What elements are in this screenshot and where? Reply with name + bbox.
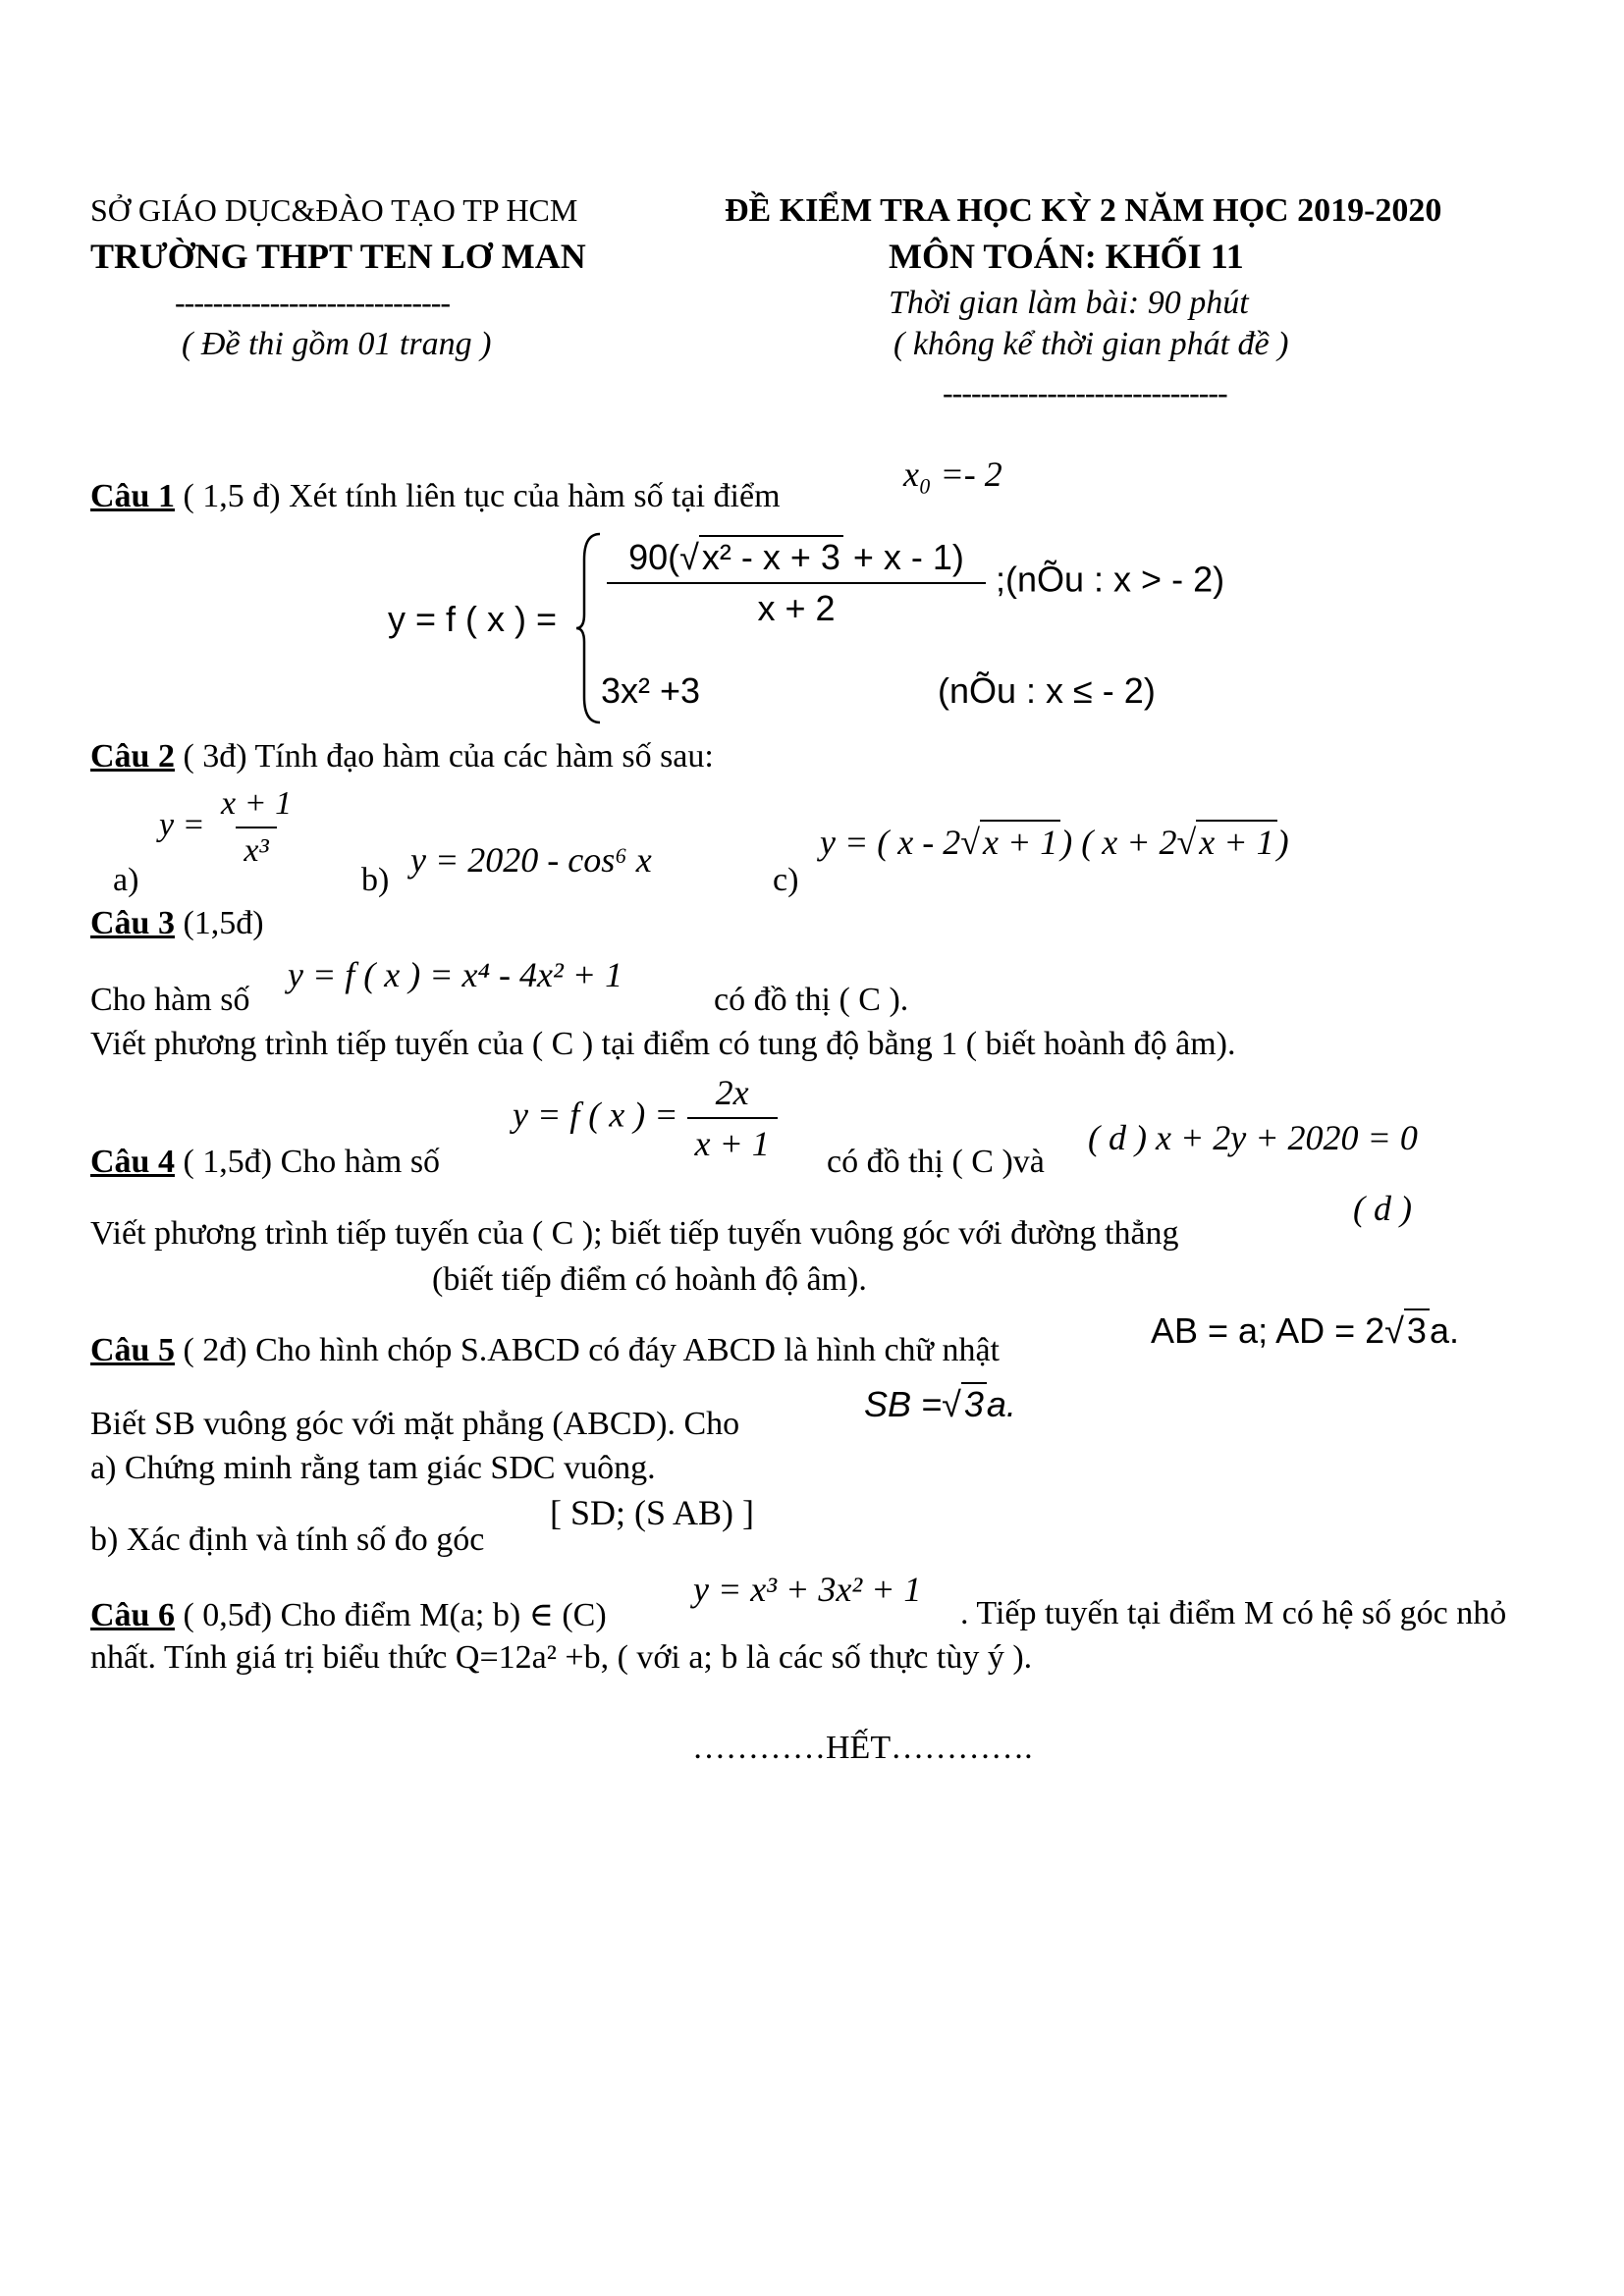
question-6-task: nhất. Tính giá trị biểu thức Q=12a² +b, ( với a; b là các số thực tùy ý ). xyxy=(90,1639,1033,1676)
question-5-dimensions: AB = a; AD = 2√3a. xyxy=(1151,1310,1459,1351)
question-3-graph-note: có đồ thị ( C ). xyxy=(714,982,909,1018)
question-1-prompt: ( 1,5 đ) Xét tính liên tục của hàm số tại điểm xyxy=(174,478,781,514)
question-4-line-equation: ( d ) x + 2y + 2020 = 0 xyxy=(1088,1118,1418,1157)
case-1-radical: x² - x + 3 xyxy=(699,535,843,578)
page-count-note: ( Đề thi gồm 01 trang ) xyxy=(182,326,492,362)
question-5-condition: Biết SB vuông góc với mặt phẳng (ABCD). Cho xyxy=(90,1406,740,1442)
piecewise-case-2: 3x² +3 xyxy=(601,670,701,711)
piecewise-case-1: $\frac{\text{90(√x² - x + 3 + x - 1)}}{x + 2}$ ;(nÕu : x > - 2) xyxy=(607,535,1224,629)
piecewise-lhs: y = f ( x ) = xyxy=(388,599,558,639)
question-4-line: Câu 4 ( 1,5đ) Cho hàm số xyxy=(90,1144,441,1180)
question-5-part-b: b) Xác định và tính số đo góc xyxy=(90,1522,485,1558)
school-name: TRƯỜNG THPT TEN LƠ MAN xyxy=(90,237,586,276)
question-3-intro: Cho hàm số xyxy=(90,982,250,1018)
question-4-label: Câu 4 xyxy=(90,1144,175,1180)
question-2c-label: c) xyxy=(773,862,799,898)
case-1-condition: ;(nÕu : x > - 2) xyxy=(996,559,1225,600)
question-3-line: Câu 3 (1,5đ) xyxy=(90,905,264,941)
question-5-label: Câu 5 xyxy=(90,1332,175,1368)
piecewise-brace xyxy=(574,530,604,726)
duration-note: ( không kể thời gian phát đề ) xyxy=(893,326,1289,362)
question-6-condition: . Tiếp tuyến tại điểm M có hệ số góc nhỏ xyxy=(960,1595,1507,1631)
question-2a-expression: y = $\frac{x + 1}{\text{x³}}$ xyxy=(159,785,293,869)
right-divider: ------------------------------ xyxy=(943,375,1227,410)
department-name: SỞ GIÁO DỤC&ĐÀO TẠO TP HCM xyxy=(90,192,578,228)
question-1-line xyxy=(90,478,781,515)
duration: Thời gian làm bài: 90 phút xyxy=(889,285,1249,321)
question-5-sb-length: SB =√3a. xyxy=(864,1384,1016,1424)
question-4-task: Viết phương trình tiếp tuyến của ( C ); biết tiếp tuyến vuông góc với đường thẳng xyxy=(90,1215,1179,1252)
question-2-label: Câu 2 xyxy=(90,738,175,774)
question-3-task: Viết phương trình tiếp tuyến của ( C ) tại điểm có tung độ bằng 1 ( biết hoành độ âm). xyxy=(90,1026,1236,1062)
piecewise-case-2-condition: (nÕu : x ≤ - 2) xyxy=(938,670,1156,711)
question-2c-expression: y = ( x - 2√x + 1) ( x + 2√x + 1) xyxy=(820,820,1289,863)
question-6-line: Câu 6 ( 0,5đ) Cho điểm M(a; b) ∈ (C) xyxy=(90,1597,607,1633)
question-4-line-ref: ( d ) xyxy=(1353,1189,1412,1228)
question-2b-expression: y = 2020 - cos⁶ x xyxy=(410,840,652,880)
question-5-line: Câu 5 ( 2đ) Cho hình chóp S.ABCD có đáy ABCD là hình chữ nhật xyxy=(90,1332,1001,1368)
question-1-label: Câu 1 xyxy=(90,478,175,514)
question-4-note: (biết tiếp điểm có hoành độ âm). xyxy=(432,1261,867,1298)
question-1-point: x₀ =- 2 xyxy=(903,454,1002,494)
question-2b-label: b) xyxy=(361,862,390,898)
question-4-function: y = f ( x ) = $\frac{2x}{x + 1}$ xyxy=(513,1072,778,1164)
question-6-label: Câu 6 xyxy=(90,1597,175,1633)
question-5-angle: [ SD; (S AB) ] xyxy=(550,1493,755,1532)
end-marker: …………HẾT…………. xyxy=(692,1730,1033,1766)
subject-title: MÔN TOÁN: KHỐI 11 xyxy=(889,237,1244,276)
left-divider: ----------------------------- xyxy=(175,285,451,320)
question-6-function: y = x³ + 3x² + 1 xyxy=(693,1570,922,1609)
question-3-function: y = f ( x ) = x⁴ - 4x² + 1 xyxy=(288,955,623,994)
question-3-label: Câu 3 xyxy=(90,905,175,941)
question-4-graph-note: có đồ thị ( C )và xyxy=(827,1144,1045,1180)
exam-title: ĐỀ KIỂM TRA HỌC KỲ 2 NĂM HỌC 2019-2020 xyxy=(725,192,1442,229)
question-2-prompt: ( 3đ) Tính đạo hàm của các hàm số sau: xyxy=(174,738,714,774)
question-2-line xyxy=(90,738,714,775)
question-2a-label: a) xyxy=(113,862,139,898)
question-5-part-a: a) Chứng minh rằng tam giác SDC vuông. xyxy=(90,1450,656,1486)
